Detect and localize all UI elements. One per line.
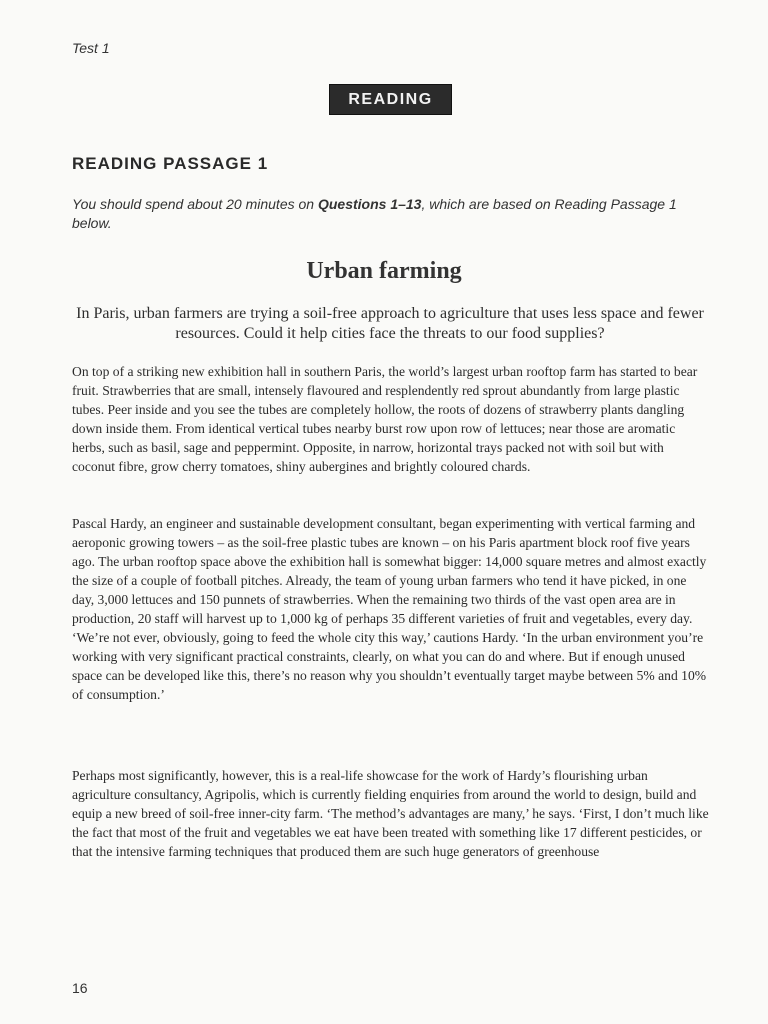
instructions-text-after: , which are based on Reading Passage 1 below. xyxy=(72,196,677,231)
article-subtitle: In Paris, urban farmers are trying a soil-free approach to agriculture that uses less space and fewer resources. Could it help cities face the threats to our food supplies? xyxy=(76,305,704,342)
running-header: Test 1 xyxy=(72,40,110,56)
instructions-questions-range: Questions 1–13 xyxy=(317,196,422,212)
article-paragraph: On top of a striking new exhibition hall in southern Paris, the world’s largest urban rooftop farm has started to bear fruit. Strawberries that are small, intensely flavoured and resplendently red sprout abundantly from large plastic tubes. Peer inside and you see the tubes are completely hollow, the roots of dozens of strawberry plants dangling down inside them. From identical vertical tubes nearby burst row upon row of lettuces; near those are aromatic herbs, such as basil, sage and peppermint. Opposite, in narrow, horizontal trays packed not with soil but with coconut fibre, grow cherry tomatoes, shiny aubergines and brightly coloured chards. xyxy=(72,364,698,474)
instructions xyxy=(72,195,702,233)
instructions-text-before: You should spend about 20 minutes on xyxy=(72,196,318,212)
article-paragraph: Perhaps most significantly, however, this is a real-life showcase for the work of Hardy’s flourishing urban agriculture consultancy, Agripolis, which is currently fielding enquiries from around the world to design, build and equip a new breed of soil-free inner-city farm. ‘The method’s advantages are many,’ he says. ‘First, I don’t much like the fact that most of the fruit and vegetables we eat have been treated with something like 17 different pesticides, or that the intensive farming techniques that produced them are such huge generators of greenhouse xyxy=(72,768,709,859)
section-banner: READING xyxy=(329,84,452,115)
passage-heading: READING PASSAGE 1 xyxy=(72,154,269,173)
article-paragraph: Pascal Hardy, an engineer and sustainable development consultant, began experimenting with vertical farming and aeroponic growing towers – as the soil-free plastic tubes are known – on his Paris apartment block roof five years ago. The urban rooftop space above the exhibition hall is somewhat bigger: 14,000 square metres and almost exactly the size of a couple of football pitches. Already, the team of young urban farmers who tend it have picked, in one day, 3,000 lettuces and 150 punnets of strawberries. When the remaining two thirds of the vast open area are in production, 20 staff will harvest up to 1,000 kg of perhaps 35 different varieties of fruit and vegetables, every day. ‘We’re not ever, obviously, going to feed the whole city this way,’ cautions Hardy. ‘In the urban environment you’re working with very significant practical constraints, clearly, on what you can do and where. But if enough unused space can be developed like this, there’s no reason why you shouldn’t eventually target maybe between 5% and 10% of consumption.’ xyxy=(72,516,707,702)
article-title: Urban farming xyxy=(306,258,462,284)
page-number: 16 xyxy=(72,980,88,996)
